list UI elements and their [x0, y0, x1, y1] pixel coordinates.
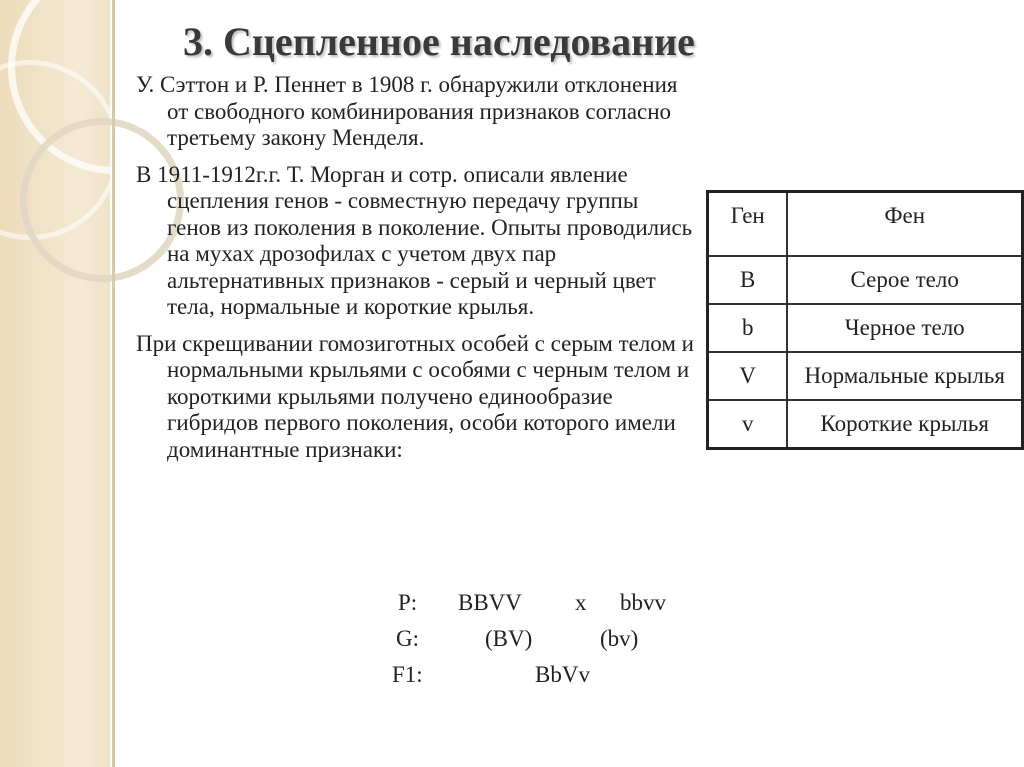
gamete-2: (bv) — [600, 626, 639, 651]
parent-genotype-2: bbvv — [620, 590, 666, 615]
phene-cell: Черное тело — [787, 304, 1022, 352]
phene-cell: Короткие крылья — [787, 400, 1022, 449]
gene-cell: B — [708, 256, 788, 304]
table-header-row — [708, 192, 1023, 257]
f1-genotype: BbVv — [535, 662, 590, 687]
paragraph-morgan: В 1911-1912г.г. Т. Морган и сотр. описали явление сцепления генов - совместную передачу группы генов из поколения в поколение. Опыты проводились на мухах дрозофилах с учетом двух пар альтернативных признаков - серый и черный цвет тела, нормальные и короткие крылья. — [136, 161, 693, 319]
table-row — [708, 400, 1023, 449]
header-gene: Ген — [708, 192, 788, 257]
paragraph-crossing: При скрещивании гомозиготных особей с серым телом и нормальными крыльями с особями с черным телом и короткими крыльями получено единообразие гибридов первого поколения, особи которого имели доминантные признаки: — [136, 330, 694, 462]
decorative-side-band — [0, 0, 110, 767]
cross-label-f1: F1: — [392, 662, 423, 687]
slide-title: 3. Сцепленное наследование — [183, 19, 695, 64]
phene-cell: Нормальные крылья — [787, 352, 1022, 400]
decorative-divider — [112, 0, 115, 767]
body-text — [136, 72, 696, 473]
cross-label-p: P: — [398, 590, 418, 615]
gene-cell: v — [708, 400, 788, 449]
table-row — [708, 304, 1023, 352]
gene-phene-table — [706, 190, 1024, 450]
table-row — [708, 352, 1023, 400]
phene-cell: Серое тело — [787, 256, 1022, 304]
gene-cell: b — [708, 304, 788, 352]
header-phene: Фен — [787, 192, 1022, 257]
gamete-1: (BV) — [485, 626, 533, 651]
gene-cell: V — [708, 352, 788, 400]
parent-genotype-1: BBVV — [458, 590, 522, 615]
paragraph-discovery: У. Сэттон и Р. Пеннет в 1908 г. обнаружили отклонения от свободного комбинирования признаков согласно третьему закону Менделя. — [136, 72, 678, 150]
table-row — [708, 256, 1023, 304]
cross-label-g: G: — [396, 626, 419, 651]
cross-sign: x — [575, 590, 587, 615]
